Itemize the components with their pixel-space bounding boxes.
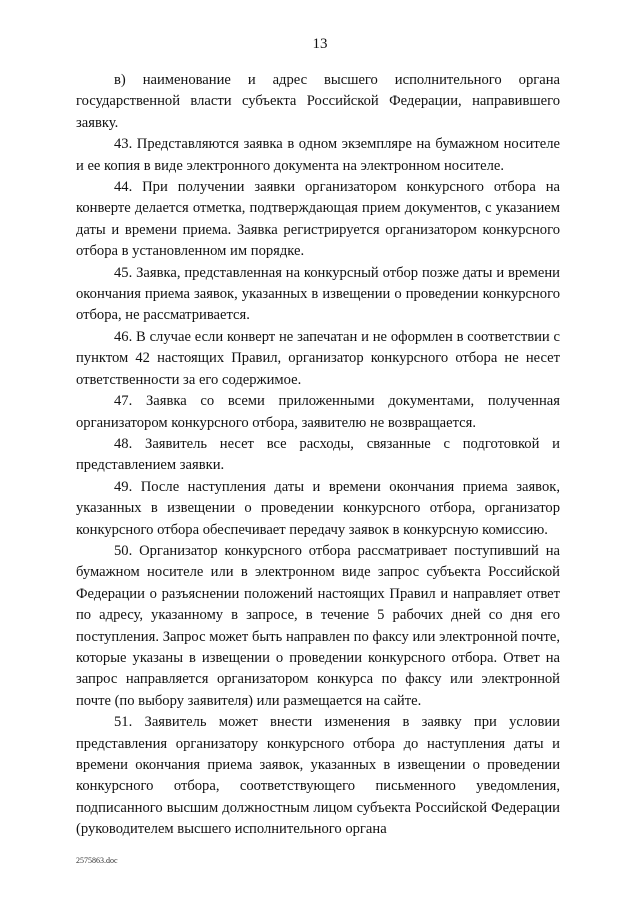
paragraph-49: 49. После наступления даты и времени окончания приема заявок, указанных в извещении о проведении конкурсного отбора, организатор конкурсного отбора обеспечивает передачу заявок в конкурсную комиссию. — [76, 478, 560, 538]
paragraph-45: 45. Заявка, представленная на конкурсный отбор позже даты и времени окончания приема заявок, указанных в извещении о проведении конкурсного отбора, не рассматривается. — [76, 264, 560, 324]
document-file-code: 2575863.doc — [76, 856, 118, 865]
document-body — [76, 70, 560, 841]
page-number: 13 — [312, 36, 328, 52]
paragraph-51: 51. Заявитель может внести изменения в заявку при условии представления организатору конкурсного отбора до наступления даты и времени окончания приема заявок, указанных в извещении о проведении конкурсного отбора, соответствующего письменного уведомления, подписанного высшим должностным лицом субъекта Российской Федерации (руководителем высшего исполнительного органа — [76, 714, 560, 838]
paragraph-50: 50. Организатор конкурсного отбора рассматривает поступивший на бумажном носителе или в электронном виде запрос субъекта Российской Федерации о разъяснении положений настоящих Правил и направляет ответ по адресу, указанному в запросе, в течение 5 рабочих дней со дня его поступления. Запрос может быть направлен по факсу или электронной почте, которые указаны в извещении о проведении конкурсного отбора. Ответ на запрос направляется организатором конкурса по факсу или электронной почте (по выбору заявителя) или размещается на сайте. — [76, 542, 560, 709]
paragraph-item-v: в) наименование и адрес высшего исполнительного органа государственной власти субъекта Российской Федерации, направившего заявку. — [76, 72, 560, 131]
paragraph-46: 46. В случае если конверт не запечатан и не оформлен в соответствии с пунктом 42 настоящих Правил, организатор конкурсного отбора не несет ответственности за его содержимое. — [76, 328, 560, 388]
paragraph-43: 43. Представляются заявка в одном экземпляре на бумажном носителе и ее копия в виде электронного документа на электронном носителе. — [76, 136, 560, 174]
paragraph-48: 48. Заявитель несет все расходы, связанные с подготовкой и представлением заявки. — [76, 435, 560, 474]
paragraph-47: 47. Заявка со всеми приложенными документами, полученная организатором конкурсного отбора, заявителю не возвращается. — [76, 393, 560, 431]
paragraph-44: 44. При получении заявки организатором конкурсного отбора на конверте делается отметка, подтверждающая прием документов, с указанием даты и времени приема. Заявка регистрируется организатором конкурсного отбора в установленном им порядке. — [76, 179, 560, 260]
